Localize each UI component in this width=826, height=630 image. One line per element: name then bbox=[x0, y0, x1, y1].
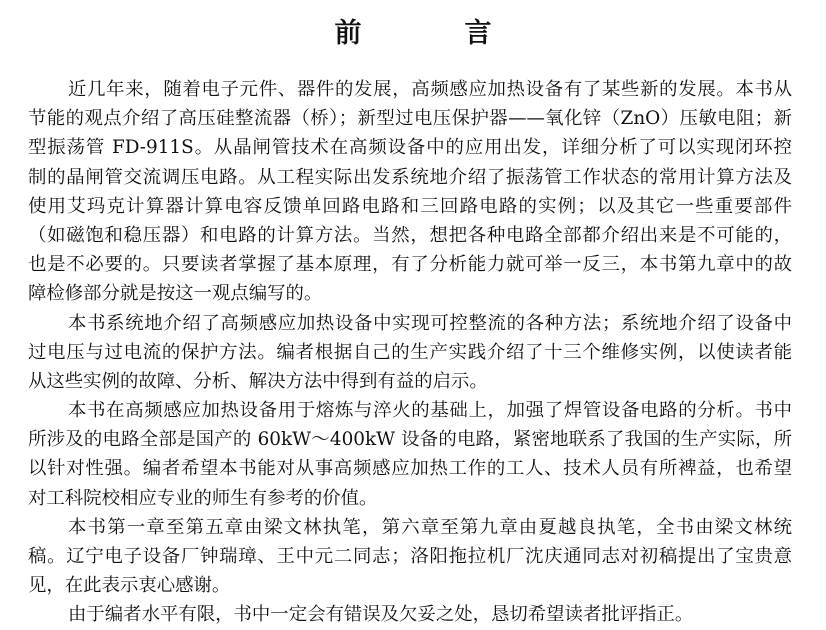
text-line: 稿。辽宁电子设备厂钟瑞璋、王中元二同志；洛阳拖拉机厂沈庆通同志对初稿提出了宝贵意 bbox=[28, 546, 792, 567]
text-line: 近几年来，随着电子元件、器件的发展，高频感应加热设备有了某些新的发展。本书从 bbox=[68, 79, 792, 100]
text-line: 使用艾玛克计算器计算电容反馈单回路电路和三回路电路的实例；以及其它一些重要部件 bbox=[28, 195, 792, 217]
text-line: 由于编者水平有限，书中一定会有错误及欠妥之处，恳切希望读者批评指正。 bbox=[68, 604, 694, 626]
text-line: 见，在此表示衷心感谢。 bbox=[28, 575, 231, 597]
text-line: 对工科院校相应专业的师生有参考的价值。 bbox=[28, 487, 378, 509]
text-line: 过电压与过电流的保护方法。编者根据自己的生产实践介绍了十三个维修实例，以使读者能 bbox=[28, 341, 792, 363]
text-line: 所涉及的电路全部是国产的 60kW～400kW 设备的电路，紧密地联系了我国的生产实际，所 bbox=[28, 429, 792, 451]
text-line: 本书在高频感应加热设备用于熔炼与淬火的基础上，加强了焊管设备电路的分析。书中 bbox=[68, 400, 792, 422]
text-line: 本书第一章至第五章由梁文林执笔，第六章至第九章由夏越良执笔，全书由梁文林统 bbox=[68, 516, 792, 538]
text-line: 也是不必要的。只要读者掌握了基本原理，有了分析能力就可举一反三，本书第九章中的故 bbox=[28, 254, 792, 276]
text-line: 障检修部分就是按这一观点编写的。 bbox=[28, 283, 323, 305]
text-line: 本书系统地介绍了高频感应加热设备中实现可控整流的各种方法；系统地介绍了设备中 bbox=[68, 312, 792, 334]
text-line: 制的晶闸管交流调压电路。从工程实际出发系统地介绍了振荡管工作状态的常用计算方法及 bbox=[28, 166, 792, 188]
text-line: 节能的观点介绍了高压硅整流器（桥）；新型过电压保护器——氧化锌（ZnO）压敏电阻；新 bbox=[28, 108, 792, 130]
text-line: （如磁饱和稳压器）和电路的计算方法。当然，想把各种电路全部都介绍出来是不可能的， bbox=[28, 224, 792, 246]
text-line: 以针对性强。编者希望本书能对从事高频感应加热工作的工人、技术人员有所裨益，也希望 bbox=[28, 458, 792, 480]
preface-body bbox=[28, 75, 792, 630]
text-line: 型振荡管 FD-911S。从晶闸管技术在高频设备中的应用出发，详细分析了可以实现闭环控 bbox=[28, 137, 792, 159]
page-title: 前 言 bbox=[334, 18, 530, 49]
text-line: 从这些实例的故障、分析、解决方法中得到有益的启示。 bbox=[28, 370, 488, 392]
